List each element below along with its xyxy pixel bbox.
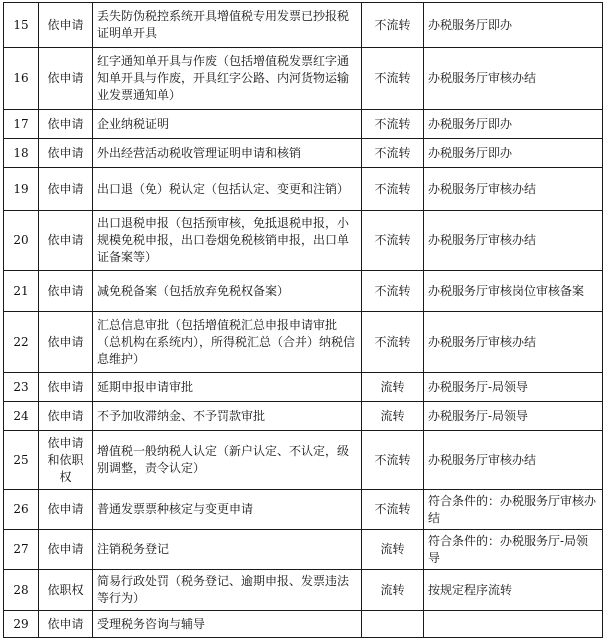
table-row <box>4 271 603 312</box>
table-row <box>4 312 603 373</box>
table-row <box>4 139 603 168</box>
application-type: 依申请 <box>39 139 93 168</box>
row-number: 20 <box>4 211 39 271</box>
flow-status: 不流转 <box>362 110 424 139</box>
application-type: 依申请 <box>39 211 93 271</box>
row-number: 24 <box>4 402 39 431</box>
handling-department: 办税服务厅即办 <box>424 110 603 139</box>
table-row <box>4 402 603 431</box>
handling-department: 办税服务厅审核办结 <box>424 48 603 110</box>
row-number: 17 <box>4 110 39 139</box>
application-type: 依申请 <box>39 312 93 373</box>
handling-department: 办税服务厅-局领导 <box>424 373 603 402</box>
handling-department: 按规定程序流转 <box>424 570 603 611</box>
row-number: 27 <box>4 530 39 570</box>
row-number: 16 <box>4 48 39 110</box>
table-row <box>4 110 603 139</box>
table-row <box>4 490 603 530</box>
handling-department: 办税服务厅审核办结 <box>424 431 603 490</box>
row-number: 22 <box>4 312 39 373</box>
application-type: 依职权 <box>39 570 93 611</box>
table-row <box>4 611 603 638</box>
application-type: 依申请 <box>39 373 93 402</box>
handling-department: 办税服务厅-局领导 <box>424 402 603 431</box>
row-number: 29 <box>4 611 39 638</box>
handling-department: 符合条件的：办税服务厅-局领导 <box>424 530 603 570</box>
application-type: 依申请 <box>39 168 93 211</box>
table-body <box>4 3 603 638</box>
flow-status: 不流转 <box>362 139 424 168</box>
application-type: 依申请 <box>39 490 93 530</box>
row-number: 25 <box>4 431 39 490</box>
flow-status: 不流转 <box>362 271 424 312</box>
service-item: 受理税务咨询与辅导 <box>93 611 362 638</box>
application-type: 依申请 <box>39 530 93 570</box>
service-item: 外出经营活动税收管理证明申请和核销 <box>93 139 362 168</box>
table-row <box>4 3 603 48</box>
service-item: 减免税备案（包括放弃免税权备案） <box>93 271 362 312</box>
service-item: 不予加收滞纳金、不予罚款审批 <box>93 402 362 431</box>
handling-department: 办税服务厅审核办结 <box>424 312 603 373</box>
handling-department: 办税服务厅即办 <box>424 139 603 168</box>
table-row <box>4 570 603 611</box>
application-type: 依申请 <box>39 48 93 110</box>
flow-status: 不流转 <box>362 431 424 490</box>
row-number: 21 <box>4 271 39 312</box>
service-item: 增值税一般纳税人认定（新户认定、不认定，级别调整，责令认定） <box>93 431 362 490</box>
handling-department: 符合条件的：办税服务厅审核办结 <box>424 490 603 530</box>
row-number: 26 <box>4 490 39 530</box>
application-type: 依申请 <box>39 3 93 48</box>
table-row <box>4 373 603 402</box>
tax-service-table <box>3 2 603 638</box>
service-item: 丢失防伪税控系统开具增值税专用发票已抄报税证明单开具 <box>93 3 362 48</box>
row-number: 15 <box>4 3 39 48</box>
service-item: 企业纳税证明 <box>93 110 362 139</box>
application-type: 依申请 <box>39 402 93 431</box>
flow-status: 流转 <box>362 373 424 402</box>
handling-department: 办税服务厅审核办结 <box>424 168 603 211</box>
flow-status <box>362 611 424 638</box>
row-number: 19 <box>4 168 39 211</box>
row-number: 28 <box>4 570 39 611</box>
row-number: 18 <box>4 139 39 168</box>
table-row <box>4 168 603 211</box>
service-item: 简易行政处罚（税务登记、逾期申报、发票违法等行为） <box>93 570 362 611</box>
service-item: 红字通知单开具与作废（包括增值税发票红字通知单开具与作废，开具红字公路、内河货物运输业发票通知单） <box>93 48 362 110</box>
row-number: 23 <box>4 373 39 402</box>
handling-department: 办税服务厅审核办结 <box>424 211 603 271</box>
table-row <box>4 431 603 490</box>
flow-status: 流转 <box>362 570 424 611</box>
application-type: 依申请 <box>39 611 93 638</box>
flow-status: 不流转 <box>362 48 424 110</box>
flow-status: 不流转 <box>362 3 424 48</box>
handling-department: 办税服务厅即办 <box>424 3 603 48</box>
service-item: 出口退税申报（包括预审核，免抵退税申报，小规模免税申报，出口卷烟免税核销申报，出口单证备案等） <box>93 211 362 271</box>
table-row <box>4 530 603 570</box>
service-item: 普通发票票种核定与变更申请 <box>93 490 362 530</box>
service-item: 延期申报申请审批 <box>93 373 362 402</box>
table-row <box>4 211 603 271</box>
handling-department: 办税服务厅审核岗位审核备案 <box>424 271 603 312</box>
table-row <box>4 48 603 110</box>
service-item: 注销税务登记 <box>93 530 362 570</box>
flow-status: 不流转 <box>362 168 424 211</box>
flow-status: 流转 <box>362 402 424 431</box>
flow-status: 不流转 <box>362 490 424 530</box>
application-type: 依申请和依职权 <box>39 431 93 490</box>
service-item: 汇总信息审批（包括增值税汇总申报申请审批（总机构在系统内），所得税汇总（合并）纳税信息维护） <box>93 312 362 373</box>
application-type: 依申请 <box>39 271 93 312</box>
handling-department <box>424 611 603 638</box>
flow-status: 流转 <box>362 530 424 570</box>
flow-status: 不流转 <box>362 312 424 373</box>
service-item: 出口退（免）税认定（包括认定、变更和注销） <box>93 168 362 211</box>
application-type: 依申请 <box>39 110 93 139</box>
flow-status: 不流转 <box>362 211 424 271</box>
